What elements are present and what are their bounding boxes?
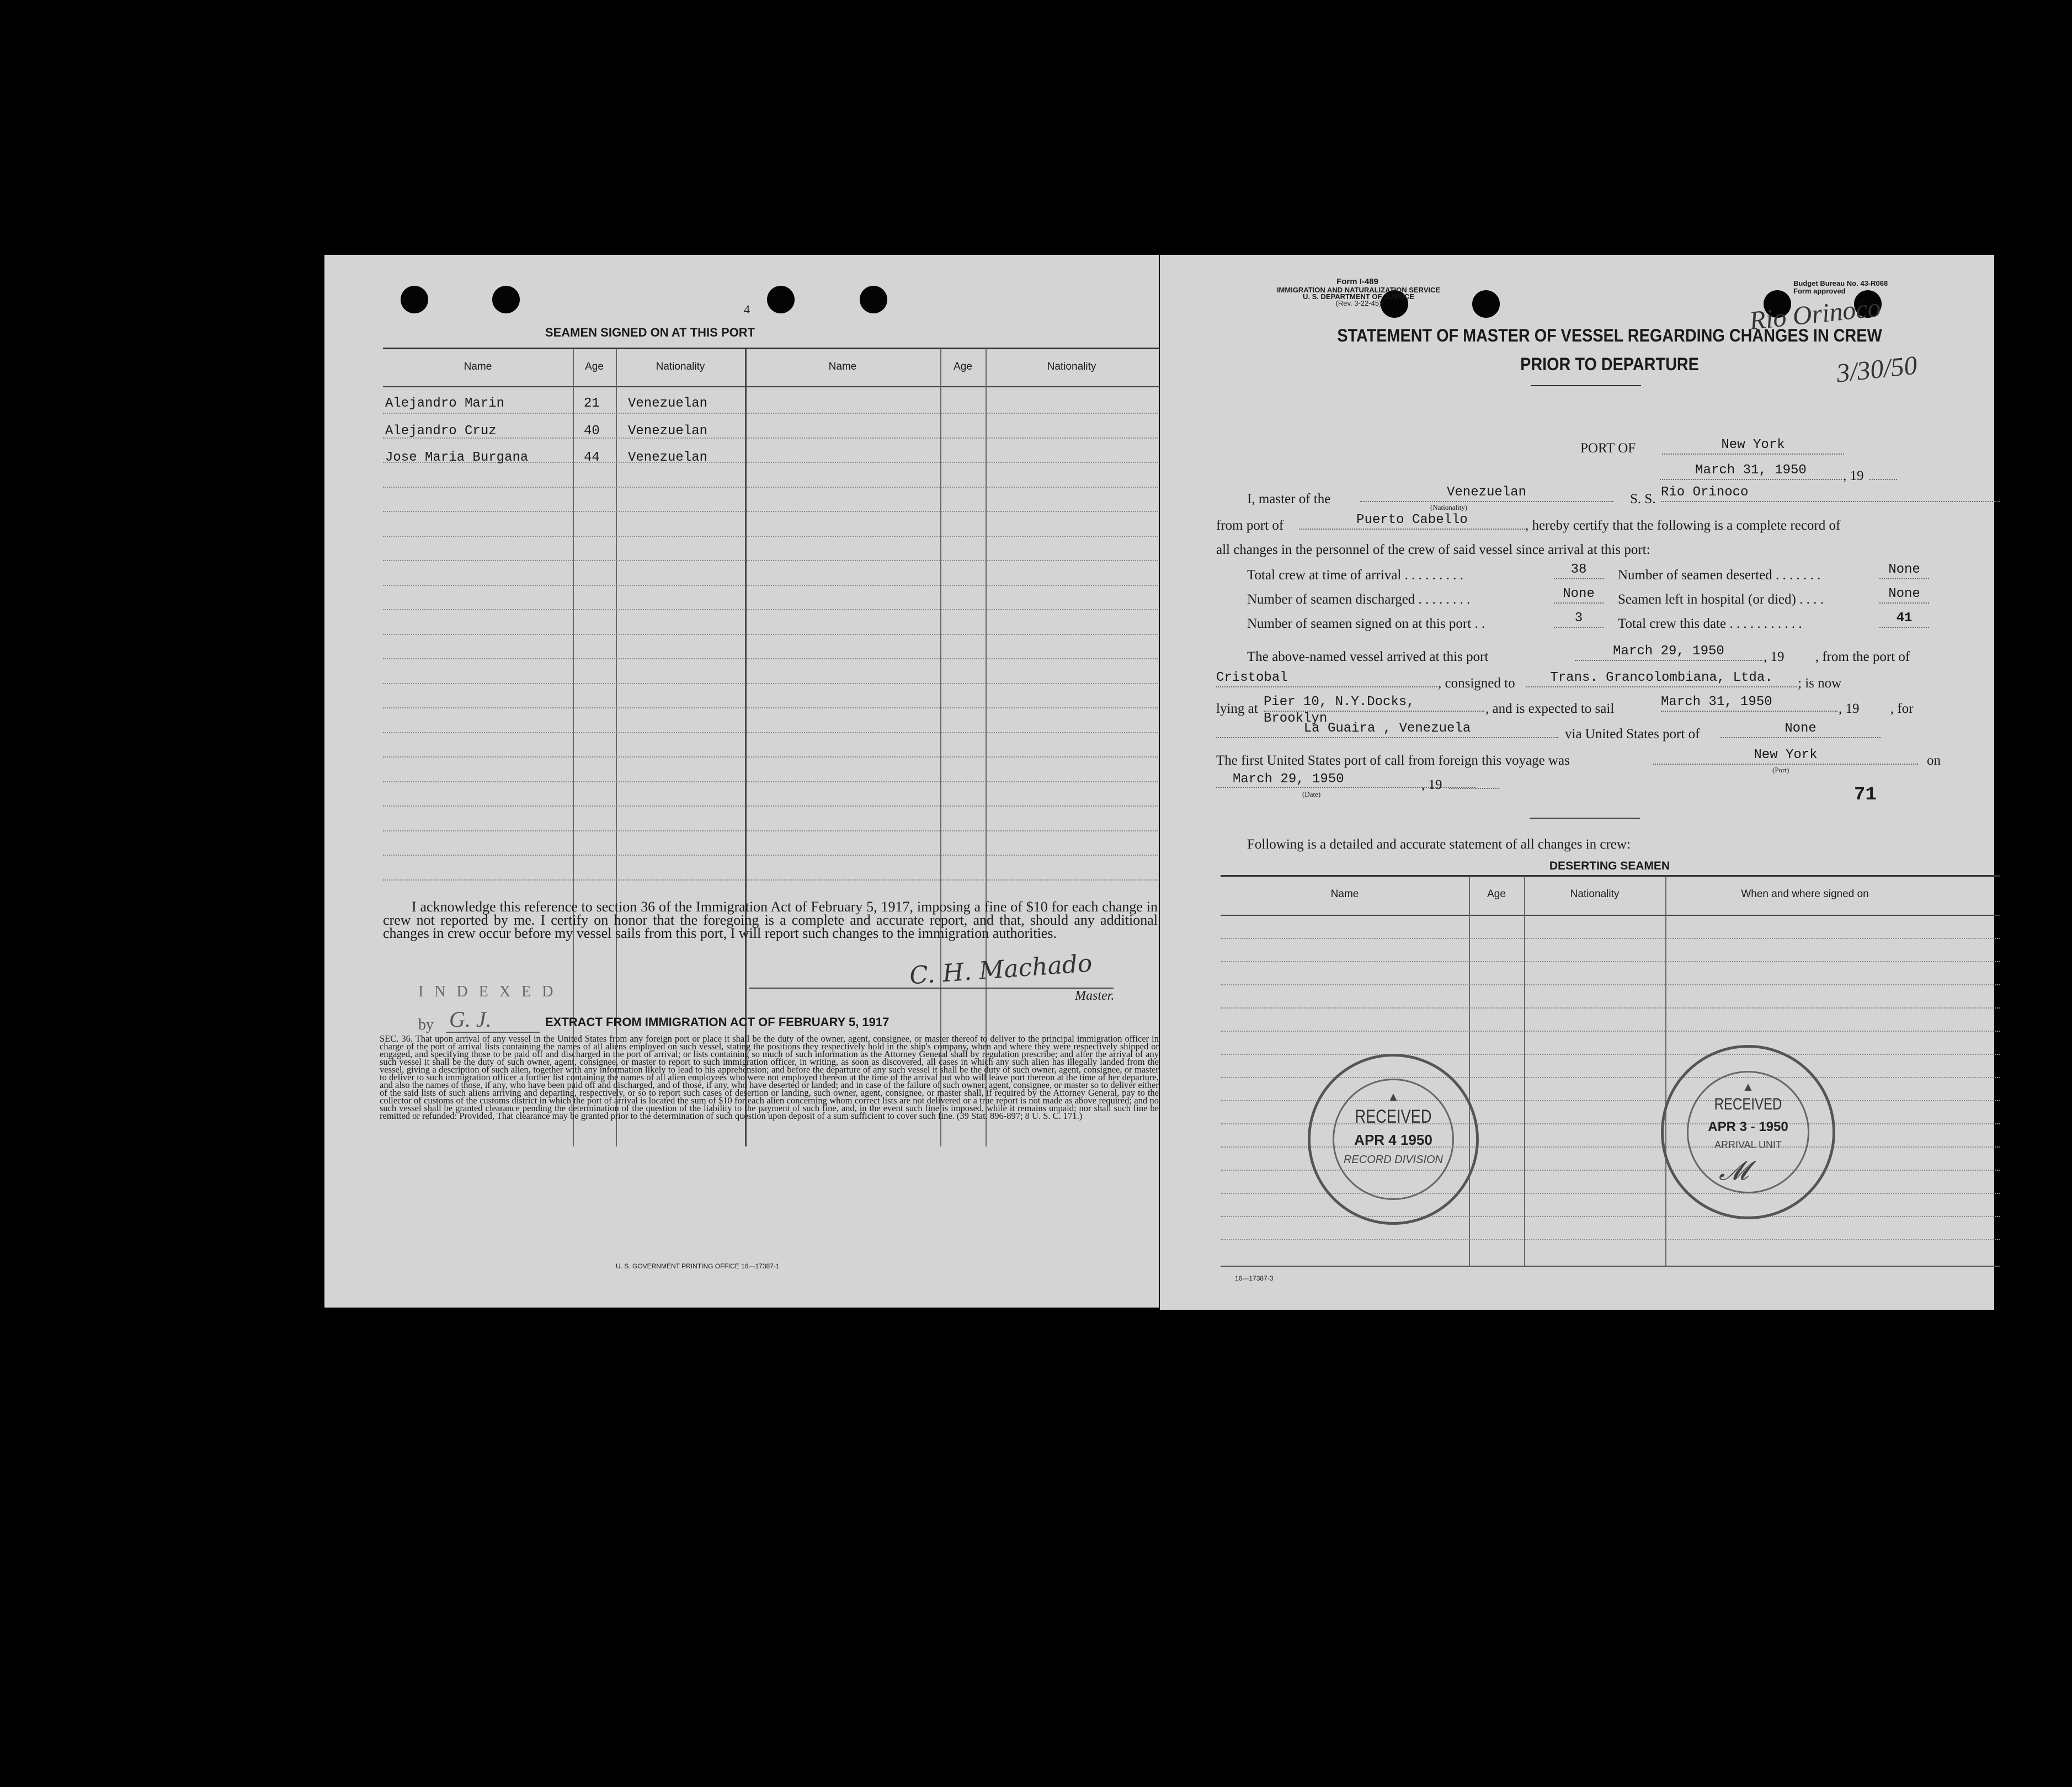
stat-total-arrival: 38 <box>1554 562 1604 579</box>
consignee-value: Trans. Grancolombiana, Ltda. <box>1526 670 1797 687</box>
first-year: , 19 <box>1421 777 1442 792</box>
stat-signed-on: 3 <box>1554 610 1604 628</box>
stat-hospital: None <box>1879 586 1929 604</box>
master-label: Master. <box>1075 989 1115 1003</box>
deserting-row-line <box>1221 1031 2000 1032</box>
destination-value: La Guaira , Venezuela <box>1216 721 1558 738</box>
stamp-date: APR 4 1950 <box>1354 1132 1432 1148</box>
year-blank <box>1869 462 1897 480</box>
via-label: via United States port of <box>1565 727 1700 742</box>
signature-line <box>749 988 1114 989</box>
lying-at-label: lying at <box>1216 701 1258 716</box>
arrived-date: March 29, 1950 <box>1575 643 1762 661</box>
port-caption: (Port) <box>1772 766 1789 774</box>
master-signature: C. H. Machado <box>908 949 1093 990</box>
punch-hole <box>767 286 795 313</box>
arrived-label: The above-named vessel arrived at this port <box>1247 649 1489 664</box>
deserting-header-when-where: When and where signed on <box>1741 888 1869 900</box>
acknowledgment-text: I acknowledge this reference to section 36 of the Immigration Act of February 5, 1917, imposing a fine of $10 for each change in crew not reported by me. I certify on honor that the foregoing is a complete and accurate report, and that, should any additional changes in crew occur before my vessel sails from this port, I will report such changes to the immigration authorities. <box>383 899 1158 941</box>
table-cell-name: Alejandro Cruz <box>385 424 497 439</box>
stat-total-date-label: Total crew this date . . . . . . . . . . . <box>1618 616 1802 631</box>
table-row-line <box>383 585 1158 586</box>
stat-total-date: 41 <box>1879 610 1929 628</box>
from-port-value: Puerto Cabello <box>1299 512 1525 530</box>
port-label: PORT OF <box>1580 441 1636 456</box>
indexer-initials: G. J. <box>449 1007 492 1032</box>
lying-at-value: Pier 10, N.Y.Docks, Brooklyn <box>1264 694 1484 712</box>
stamp-star-icon: ▲ <box>1742 1080 1754 1093</box>
table-row-line <box>383 536 1158 537</box>
folio-number: 71 <box>1854 785 1877 806</box>
received-stamp <box>1661 1045 1835 1219</box>
table-row-line <box>383 658 1158 659</box>
stamp-division: ARRIVAL UNIT <box>1714 1139 1782 1150</box>
deserting-row-line <box>1221 1239 2000 1240</box>
via-value: None <box>1721 721 1881 738</box>
title-underline <box>1531 385 1641 386</box>
form-title: STATEMENT OF MASTER OF VESSEL REGARDING CHANGES IN CREW <box>1337 326 1882 345</box>
stat-discharged-label: Number of seamen discharged . . . . . . . . <box>1247 592 1471 607</box>
section-title: SEAMEN SIGNED ON AT THIS PORT <box>545 326 755 339</box>
table-row-line <box>383 438 1158 439</box>
table-row-line <box>383 413 1158 414</box>
deserting-row-line <box>1221 984 2000 985</box>
table-row-line <box>383 830 1158 831</box>
punch-hole <box>401 286 428 313</box>
table-row-line <box>383 781 1158 782</box>
from-port-label: from port of <box>1216 518 1284 533</box>
page-number: 4 <box>744 302 750 316</box>
indexed-stamp: INDEXED <box>418 983 564 1000</box>
consigned-label: , consigned to <box>1438 676 1515 691</box>
deserting-row-line <box>1221 961 2000 962</box>
stamp-initials: 𝓜 <box>1719 1156 1749 1186</box>
stamp-title: RECEIVED <box>1355 1106 1432 1127</box>
stat-deserted-label: Number of seamen deserted . . . . . . . <box>1618 568 1821 583</box>
stamp-date: APR 3 - 1950 <box>1708 1119 1788 1134</box>
printer-imprint: U. S. GOVERNMENT PRINTING OFFICE 16—17387-1 <box>616 1262 780 1270</box>
table-cell-nationality: Venezuelan <box>628 424 708 439</box>
punch-hole <box>492 286 520 313</box>
deserting-table-bottom <box>1221 1266 2000 1267</box>
table-cell-name: Jose Maria Burgana <box>385 450 529 465</box>
stamp-star-icon: ▲ <box>1387 1090 1399 1103</box>
first-year-blank <box>1449 771 1499 789</box>
nationality-caption: (Nationality) <box>1430 503 1468 511</box>
col-header-nationality: Nationality <box>656 361 705 372</box>
agency-line: IMMIGRATION AND NATURALIZATION SERVICE <box>1276 286 1441 294</box>
extract-title: EXTRACT FROM IMMIGRATION ACT OF FEBRUARY 5, 1917 <box>545 1015 889 1029</box>
from-the-port-label: , 19 , from the port of <box>1764 649 1910 664</box>
stamp-division: RECORD DIVISION <box>1343 1154 1444 1166</box>
from-the-port-value: Cristobal <box>1216 670 1437 687</box>
port-value: New York <box>1662 437 1844 455</box>
table-row-line <box>383 487 1158 488</box>
certify-text-2: all changes in the personnel of the crew of said vessel since arrival at this port: <box>1216 542 1650 557</box>
stamp-title: RECEIVED <box>1714 1095 1782 1113</box>
table-row-line <box>383 756 1158 758</box>
col-header-name-2: Name <box>828 361 857 372</box>
deserting-title: DESERTING SEAMEN <box>1549 860 1670 872</box>
on-label: on <box>1927 753 1941 768</box>
date-caption: (Date) <box>1302 790 1321 798</box>
form-approved: Form approved <box>1793 287 1846 295</box>
certify-text: , hereby certify that the following is a complete record of <box>1525 518 1841 533</box>
deserting-row-line <box>1221 1007 2000 1009</box>
stat-hospital-label: Seamen left in hospital (or died) . . . . <box>1618 592 1824 607</box>
initials-line <box>446 1032 540 1033</box>
for-label: , 19 , for <box>1839 701 1914 716</box>
table-row-line <box>383 634 1158 635</box>
budget-bureau: Budget Bureau No. 43-R068 <box>1793 279 1888 287</box>
first-port-label: The first United States port of call from foreign this voyage was <box>1216 753 1570 768</box>
deserting-row-line <box>1221 1054 2000 1055</box>
table-row-line <box>383 879 1158 881</box>
deserting-header-age: Age <box>1487 888 1506 900</box>
col-header-nationality-2: Nationality <box>1047 361 1096 372</box>
stat-total-arrival-label: Total crew at time of arrival . . . . . . . . . <box>1247 568 1463 583</box>
by-label: by <box>418 1016 434 1033</box>
table-row-line <box>383 732 1158 733</box>
form-title-2: PRIOR TO DEPARTURE <box>1520 354 1699 374</box>
table-cell-nationality: Venezuelan <box>628 396 708 411</box>
deserting-header-name: Name <box>1330 888 1359 900</box>
table-row-line <box>383 683 1158 684</box>
col-header-age-2: Age <box>954 361 972 372</box>
column-divider <box>940 349 941 1146</box>
printer-imprint: 16—17387-3 <box>1235 1274 1274 1282</box>
date-value: March 31, 1950 <box>1660 462 1842 480</box>
table-row-line <box>383 560 1158 561</box>
year-suffix: , 19 <box>1843 468 1864 483</box>
handwritten-ship: Rio Orinoco <box>1748 292 1882 336</box>
divider-line <box>1530 818 1640 819</box>
form-id: Form I-489 <box>1336 277 1378 286</box>
table-cell-name: Alejandro Marin <box>385 396 505 411</box>
deserting-row-line <box>1221 938 2000 939</box>
table-row-line <box>383 511 1158 512</box>
column-divider <box>986 349 987 1146</box>
revision-line: (Rev. 3-22-45) <box>1335 299 1382 307</box>
table-cell-age: 21 <box>584 396 600 411</box>
table-row-line <box>383 855 1158 856</box>
expected-date: March 31, 1950 <box>1661 694 1837 712</box>
department-line: U. S. DEPARTMENT OF JUSTICE <box>1303 292 1414 301</box>
col-header-name: Name <box>464 361 492 372</box>
table-row-line <box>383 707 1158 708</box>
table-row-line <box>383 609 1158 610</box>
expected-label: , and is expected to sail <box>1485 701 1615 716</box>
handwritten-date: 3/30/50 <box>1835 350 1919 388</box>
deserting-col-divider <box>1469 877 1470 1266</box>
stat-signed-on-label: Number of seamen signed on at this port . . <box>1247 616 1485 631</box>
nationality-value: Venezuelan <box>1360 484 1613 502</box>
table-cell-age: 40 <box>584 424 600 439</box>
deserting-table-top <box>1221 875 2000 877</box>
following-label: Following is a detailed and accurate statement of all changes in crew: <box>1247 837 1631 852</box>
extract-text: SEC. 36. That upon arrival of any vessel in the United States from any foreign port or place it shall be the duty of the owner, agent, consignee, or master thereof to deliver to the principal immigration officer in charge of the port of arrival lists containing the names of all aliens employed on such vessel, stating the positions they respectively hold in the ship's company, when and where they were respectively shipped or engaged, and specifying those to be paid off and discharged in the port of arrival; or lists containing so much of such information as the Attorney General shall by regulation prescribe; and after the arrival of any such vessel it shall be the duty of such owner, agent, consignee, or master to report to such immigration officer, in writing, as soon as discovered, all cases in which any such alien has illegally landed from the vessel, giving a description of such alien, together with any information likely to lead to his apprehension; and before the departure of any such vessel it shall be the duty of such owner, agent, consignee, or master to deliver to such immigration officer a further list containing the names of all alien employees who were not employed thereon at the time of the arrival but who will leave port thereon at the time of her departure, and also the names of those, if any, who have been paid off and discharged, and of those, if any, who have deserted or landed; and in case of the failure of such owner, agent, consignee, or master so to deliver either of the said lists of such aliens arriving and departing, respectively, or so to report such cases of desertion or landing, such owner, agent, consignee, or master shall, if required by the Attorney General, pay to the collector of customs of the customs district in which the port of arrival is located the sum of $10 for each alien concerning whom correct lists are not delivered or a true report is not made as above required; and no such vessel shall be granted clearance pending the determination of the question of the liability to the payment of such fine, and, in the event such fine is imposed, while it remains unpaid; nor shall such fine be remitted or refunded: Provided, That clearance may be granted prior to the determination of such question upon deposit of a sum sufficient to cover such fine. (39 Stat. 896-897; 8 U. S. C. 171.) <box>380 1033 1159 1121</box>
received-stamp <box>1308 1054 1479 1225</box>
first-date-value: March 29, 1950 <box>1216 771 1476 788</box>
deserting-row-line <box>1221 1216 2000 1217</box>
ss-label: S. S. <box>1630 492 1656 506</box>
punch-hole <box>860 286 887 313</box>
vessel-value: Rio Orinoco <box>1661 484 2000 502</box>
table-row-line <box>383 806 1158 807</box>
deserting-header-nationality: Nationality <box>1570 888 1620 900</box>
col-header-age: Age <box>585 361 604 372</box>
deserting-header-border <box>1221 915 2000 916</box>
left-page <box>324 255 1159 1308</box>
stat-discharged: None <box>1554 586 1604 604</box>
is-now-label: ; is now <box>1798 676 1842 691</box>
deserting-col-divider <box>1665 877 1666 1266</box>
master-of-label: I, master of the <box>1247 492 1331 506</box>
table-cell-age: 44 <box>584 450 600 465</box>
deserting-col-divider <box>1524 877 1525 1266</box>
table-cell-nationality: Venezuelan <box>628 450 708 465</box>
stat-deserted: None <box>1879 562 1929 579</box>
first-port-value: New York <box>1653 747 1918 765</box>
right-page <box>1160 255 1994 1310</box>
